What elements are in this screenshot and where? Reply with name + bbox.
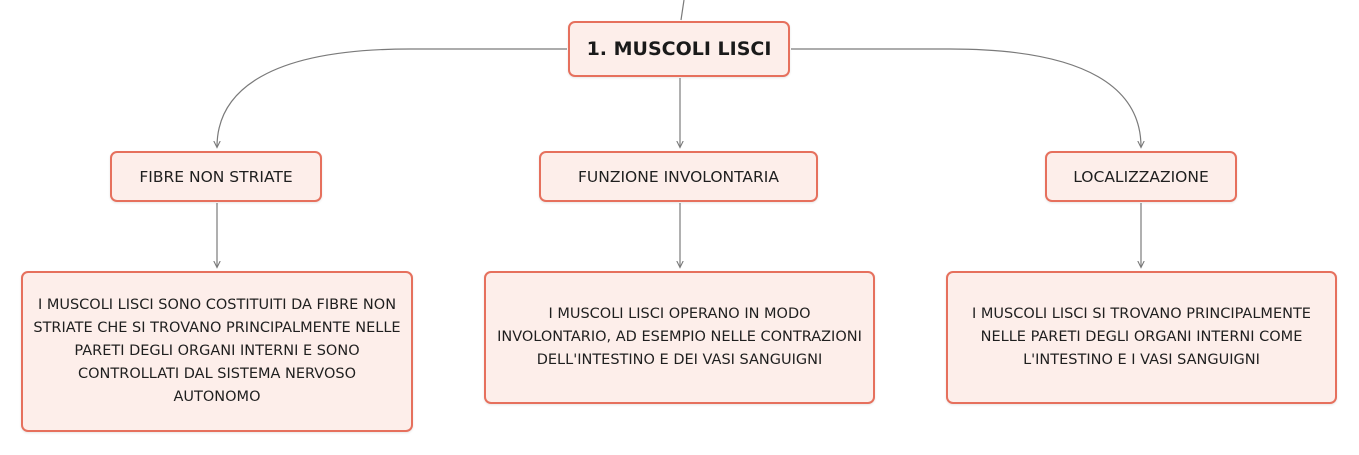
detail-node-text: I MUSCOLI LISCI SONO COSTITUITI DA FIBRE NON STRIATE CHE SI TROVANO PRINCIPALMENTE NELLE PARETI DEGLI ORGANI INTERNI E SONO CONTROLLATI DAL SISTEMA NERVOSO AUTONOMO	[33, 297, 401, 405]
branch-node-label: FUNZIONE INVOLONTARIA	[578, 167, 779, 186]
branch-node-localizzazione[interactable]	[1045, 151, 1237, 202]
branch-node-label: LOCALIZZAZIONE	[1073, 167, 1209, 186]
branch-node-label: FIBRE NON STRIATE	[139, 167, 293, 186]
detail-node-text: I MUSCOLI LISCI SI TROVANO PRINCIPALMENTE NELLE PARETI DEGLI ORGANI INTERNI COME L'INTESTINO E I VASI SANGUIGNI	[972, 306, 1311, 368]
connector-root-branch1	[217, 49, 567, 147]
root-node[interactable]	[568, 21, 790, 77]
branch-node-funzione-involontaria[interactable]	[539, 151, 818, 202]
detail-node-localizzazione[interactable]	[946, 271, 1337, 404]
detail-node-fibre-non-striate[interactable]	[21, 271, 413, 432]
parent-connector	[681, 0, 684, 20]
connector-root-branch3	[791, 49, 1141, 147]
root-node-label: 1. MUSCOLI LISCI	[586, 38, 772, 60]
branch-node-fibre-non-striate[interactable]	[110, 151, 322, 202]
detail-node-text: I MUSCOLI LISCI OPERANO IN MODO INVOLONTARIO, AD ESEMPIO NELLE CONTRAZIONI DELL'INTESTINO E DEI VASI SANGUIGNI	[497, 306, 862, 368]
detail-node-funzione-involontaria[interactable]	[484, 271, 875, 404]
